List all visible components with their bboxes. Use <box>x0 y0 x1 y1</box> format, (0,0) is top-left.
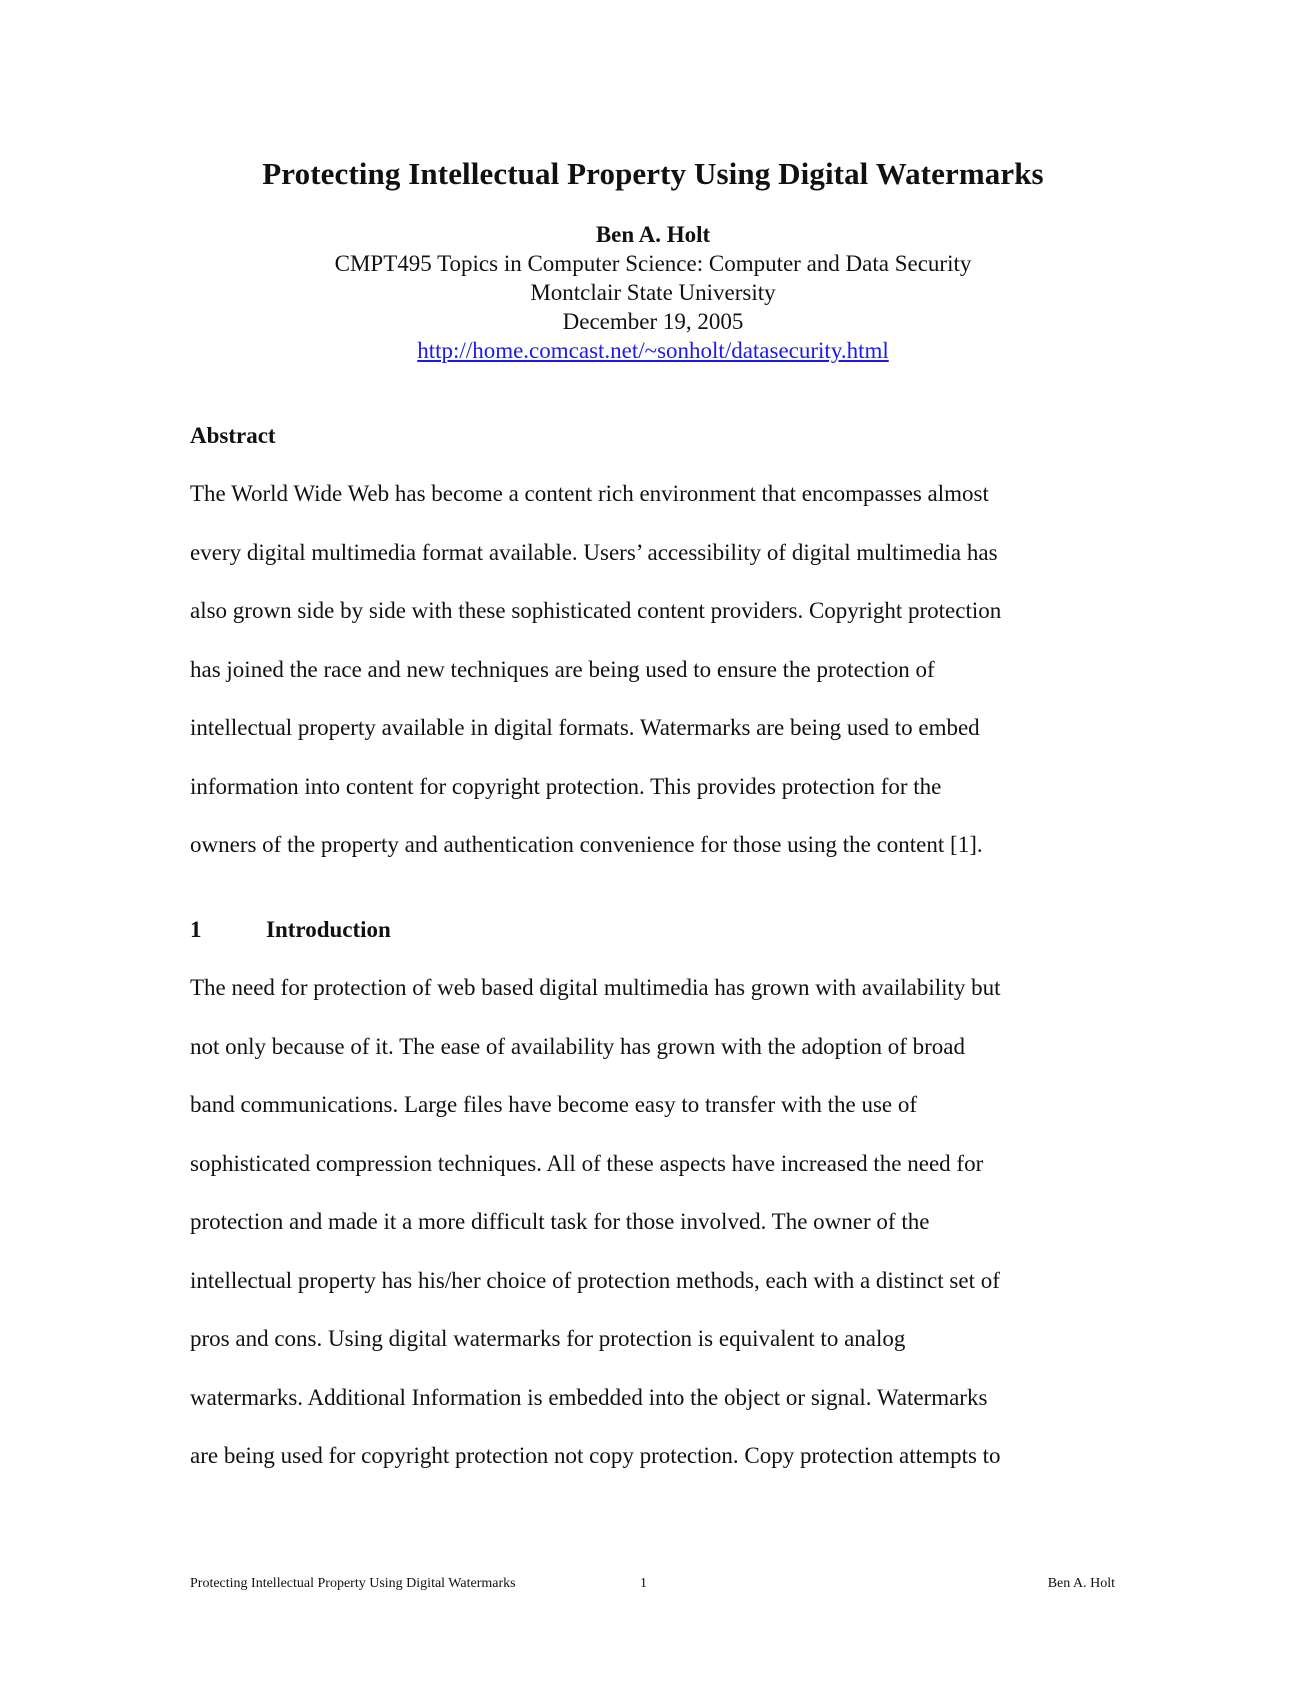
section-number: 1 <box>190 917 202 942</box>
author-block <box>0 220 1306 365</box>
footer-page-number: 1 <box>640 1576 647 1591</box>
paper-date: December 19, 2005 <box>562 309 744 334</box>
intro-line: The need for protection of web based digital multimedia has grown with availability but <box>190 975 1001 1000</box>
footer-title: Protecting Intellectual Property Using Digital Watermarks <box>190 1576 516 1591</box>
introduction-section <box>190 917 1120 1486</box>
author-name: Ben A. Holt <box>595 222 711 247</box>
section-title: Introduction <box>266 917 391 942</box>
intro-line: pros and cons. Using digital watermarks for protection is equivalent to analog <box>190 1326 906 1351</box>
abstract-line: The World Wide Web has become a content rich environment that encompasses almost <box>190 481 989 506</box>
introduction-heading <box>190 917 1120 943</box>
abstract-line: owners of the property and authentication convenience for those using the content [1]. <box>190 832 983 857</box>
abstract-line: has joined the race and new techniques are being used to ensure the protection of <box>190 656 935 682</box>
abstract-line: every digital multimedia format available. Users’ accessibility of digital multimedia has <box>190 539 998 565</box>
intro-line: are being used for copyright protection not copy protection. Copy protection attempts to <box>190 1443 1001 1468</box>
intro-line: sophisticated compression techniques. All of these aspects have increased the need for <box>190 1150 984 1176</box>
author-url-link[interactable]: http://home.comcast.net/~sonholt/datasecurity.html <box>417 338 889 363</box>
abstract-line: intellectual property available in digital formats. Watermarks are being used to embed <box>190 715 980 740</box>
footer-author: Ben A. Holt <box>1047 1576 1115 1591</box>
intro-line: intellectual property has his/her choice of protection methods, each with a distinct set of <box>190 1267 1000 1293</box>
course-name: CMPT495 Topics in Computer Science: Computer and Data Security <box>334 251 972 276</box>
intro-line: watermarks. Additional Information is embedded into the object or signal. Watermarks <box>190 1384 988 1410</box>
paper-title: Protecting Intellectual Property Using Digital Watermarks <box>262 156 1044 191</box>
intro-line: protection and made it a more difficult task for those involved. The owner of the <box>190 1209 930 1234</box>
abstract-body <box>190 465 1120 875</box>
institution: Montclair State University <box>530 280 776 305</box>
abstract-heading: Abstract <box>190 423 276 448</box>
introduction-body <box>190 959 1120 1486</box>
intro-line: band communications. Large files have become easy to transfer with the use of <box>190 1092 918 1117</box>
abstract-line: information into content for copyright protection. This provides protection for the <box>190 773 942 799</box>
abstract-section <box>190 423 1120 875</box>
abstract-line: also grown side by side with these sophisticated content providers. Copyright protection <box>190 598 1002 623</box>
intro-line: not only because of it. The ease of availability has grown with the adoption of broad <box>190 1033 965 1059</box>
